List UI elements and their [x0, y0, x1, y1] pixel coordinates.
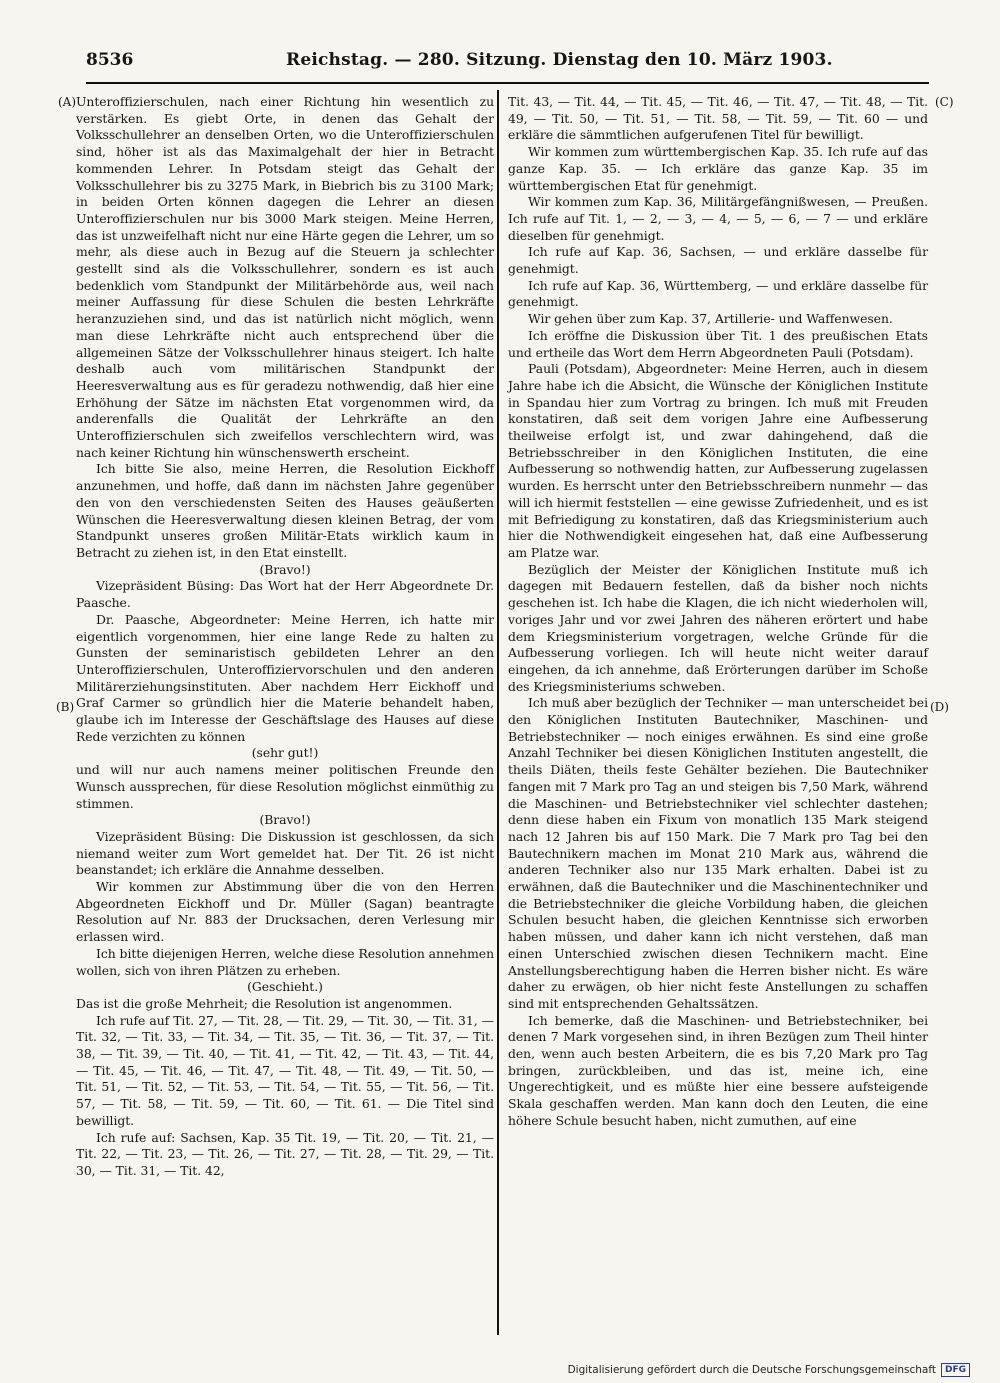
margin-marker-b: (B) — [56, 700, 75, 714]
paragraph: Ich bemerke, daß die Maschinen- und Betriebstechniker, bei denen 7 Mark vorgesehen sind, in ihren Bezügen zum Theil hinter den, wenn auch besten Arbeitern, die es bis 7,20 Mark pro Tag bringen, zurückbleiben, und das ist, meine ich, eine Ungerechtigkeit, und es müßte hier eine bessere aufsteigende Skala geschaffen werden. Man kann doch den Leuten, die eine höhere Schule besucht haben, nicht zumuthen, auf eine — [508, 1012, 928, 1128]
speaker-paragraph: Vizepräsident Büsing: Das Wort hat der Herr Abgeordnete Dr. Paasche. — [76, 578, 494, 611]
paragraph: Wir kommen zum württembergischen Kap. 35. Ich rufe auf das ganze Kap. 35. — Ich erkläre das ganze Kap. 35 im württembergischen Etat für genehmigt. — [508, 144, 928, 193]
paragraph: und will nur auch namens meiner politischen Freunde den Wunsch aussprechen, für diese Resolution möglichst einmüthig zu stimmen. — [76, 762, 494, 811]
footer-text: Digitalisierung gefördert durch die Deutsche Forschungsgemeinschaft — [567, 1364, 936, 1376]
left-column — [76, 94, 494, 1180]
paragraph: Ich rufe auf Kap. 36, Sachsen, — und erkläre dasselbe für genehmigt. — [508, 244, 928, 277]
footer-credit — [568, 1363, 970, 1377]
running-title: Reichstag. — 280. Sitzung. Dienstag den 10. März 1903. — [286, 50, 833, 70]
speaker-paragraph: Dr. Paasche, Abgeordneter: Meine Herren, ich hatte mir eigentlich vorgenommen, hier eine lange Rede zu halten zu Gunsten der seminaristisch gebildeten Lehrer an den Unteroffizierschulen, Unteroffiziervorschulen und den anderen Militärerziehungsinstituten. Aber nachdem Herr Eickhoff und Graf Carmer so gründlich hier die Materie behandelt haben, glaube ich im Interesse der Geschäftslage des Hauses auf diese Rede verzichten zu können — [76, 611, 494, 744]
column-rule — [497, 90, 499, 1335]
margin-marker-a: (A) — [58, 95, 77, 109]
interjection: (Bravo!) — [259, 812, 311, 828]
paragraph: Ich rufe auf Kap. 36, Württemberg, — und erkläre dasselbe für genehmigt. — [508, 277, 928, 310]
margin-marker-c: (C) — [935, 95, 954, 109]
paragraph: Wir kommen zum Kap. 36, Militärgefängnißwesen, — Preußen. Ich rufe auf Tit. 1, — 2, — 3, — 4, — 5, — 6, — 7 — und erkläre dieselben für genehmigt. — [508, 194, 928, 243]
interjection: (sehr gut!) — [251, 745, 319, 761]
paragraph: Wir kommen zur Abstimmung über die von den Herren Abgeordneten Eickhoff und Dr. Müller (Sagan) beantragte Resolution auf Nr. 883 der Drucksachen, deren Verlesung mir erlassen wird. — [76, 879, 494, 945]
margin-marker-d: (D) — [930, 700, 949, 714]
interjection: (Bravo!) — [259, 561, 311, 577]
right-column — [508, 94, 928, 1130]
paragraph: Ich muß aber bezüglich der Techniker — man unterscheidet bei den Königlichen Instituten Bautechniker, Maschinen- und Betriebstechniker — noch einiges erwähnen. Es sind eine große Anzahl Techniker bei diesen Königlichen Instituten angestellt, die theils Diäten, theils feste Gehälter beziehen. Die Bautechniker fangen mit 7 Mark pro Tag an und steigen bis 7,50 Mark, während die Maschinen- und Betriebstechniker viel schlechter dastehen; denn diese haben ein Fixum von monatlich 135 Mark steigend nach 12 Jahren bis auf 150 Mark. Die 7 Mark pro Tag bei den Bautechnikern machen im Monat 210 Mark aus, während die anderen Techniker also nur 135 Mark erhalten. Dabei ist zu erwähnen, daß die Bautechniker und die Maschinentechniker und die Betriebstechniker die gleiche Vorbildung haben, die gleichen Schulen besucht haben, die gleichen Kenntnisse sich erworben haben müssen, und daher kann ich nicht verstehen, daß man einen Unterschied zwischen diesen Technikern macht. Eine Anstellungsberechtigung haben die Herren bisher nicht. Es wäre daher zu erwägen, ob hier nicht feste Anstellungen zu schaffen sind mit entsprechenden Gehaltssätzen. — [508, 695, 928, 1011]
title-list: Ich rufe auf: Sachsen, Kap. 35 Tit. 19, — Tit. 20, — Tit. 21, — Tit. 22, — Tit. 23, — Tit. 26, — Tit. 27, — Tit. 28, — Tit. 29, — Tit. 30, — Tit. 31, — Tit. 42, — [76, 1129, 494, 1178]
paragraph: Ich bitte Sie also, meine Herren, die Resolution Eickhoff anzunehmen, und hoffe, daß dann im nächsten Jahre gegenüber den von den verschiedensten Seiten des Hauses geäußerten Wünschen die Heeresverwaltung diesen kleinen Betrag, der vom Standpunkt unseres großen Militär-Etats wirklich kaum in Betracht zu ziehen ist, in den Etat einstellt. — [76, 461, 494, 560]
paragraph: Ich bitte diejenigen Herren, welche diese Resolution annehmen wollen, sich von ihren Plätzen zu erheben. — [76, 945, 494, 978]
speaker-paragraph: Vizepräsident Büsing: Die Diskussion ist geschlossen, da sich niemand weiter zum Wort gemeldet hat. Der Tit. 26 ist nicht beanstandet; ich erkläre die Annahme desselben. — [76, 828, 494, 878]
paragraph: Unteroffizierschulen, nach einer Richtung hin wesentlich zu verstärken. Es giebt Orte, in denen das Gehalt der Volksschullehrer an denselben Orten, wo die Unteroffizierschulen sind, höher ist als das Maximalgehalt der hier in Betracht kommenden Lehrer. In Potsdam steigt das Gehalt der Volksschullehrer bis zu 3275 Mark, in Biebrich bis zu 3100 Mark; in beiden Orten können dagegen die Lehrer an diesen Unteroffizierschulen nur bis 3000 Mark steigen. Meine Herren, das ist unzweifelhaft nicht nur eine Härte gegen die Lehrer, um so mehr, als diese auch in Bezug auf die Steuern ja schlechter gestellt sind als die Volksschullehrer, sondern es ist auch bedenklich vom Standpunkt der Militärbehörde aus, weil nach meiner Auffassung für diese Schulen die besten Lehrkräfte heranzuziehen sind, und das ist natürlich nicht möglich, wenn man diese Lehrkräfte nicht auch entsprechend über die allgemeinen Sätze der Volksschullehrer hinaus steigert. Ich halte deshalb auch vom militärischen Standpunkt der Heeresverwaltung aus es für geradezu nothwendig, daß hier eine Erhöhung der Sätze im nächsten Etat vorgenommen wird, da anderenfalls die Qualität der Lehrkräfte an den Unteroffizierschulen sich zweifellos verschlechtern wird, was nach keiner Richtung hin wünschenswerth erscheint. — [76, 94, 494, 460]
header-rule — [86, 82, 929, 84]
speaker-paragraph: Pauli (Potsdam), Abgeordneter: Meine Herren, auch in diesem Jahre habe ich die Absicht, die Wünsche der Königlichen Institute in Spandau hier zum Vortrag zu bringen. Ich muß mit Freuden konstatiren, daß seit dem vorigen Jahre eine Aufbesserung theilweise erfolgt ist, und zwar dahingehend, daß die Betriebsschreiber in den Königlichen Instituten, die eine Aufbesserung so nothwendig hatten, zur Aufbesserung zugelassen wurden. Es herrscht unter den Betriebsschreibern nunmehr — das will ich hiermit feststellen — eine gewisse Zufriedenheit, und es ist mit Befriedigung zu konstatiren, daß das Kriegsministerium auch hier die Nothwendigkeit eingesehen hat, daß eine Aufbesserung am Platze war. — [508, 361, 928, 560]
title-list: Tit. 43, — Tit. 44, — Tit. 45, — Tit. 46, — Tit. 47, — Tit. 48, — Tit. 49, — Tit. 50, — Tit. 51, — Tit. 58, — Tit. 59, — Tit. 60 — und erkläre die sämmtlichen aufgerufenen Titel für bewilligt. — [508, 94, 928, 143]
running-header — [86, 50, 929, 76]
title-list: Ich rufe auf Tit. 27, — Tit. 28, — Tit. 29, — Tit. 30, — Tit. 31, — Tit. 32, — Tit. 33, — Tit. 34, — Tit. 35, — Tit. 36, — Tit. 37, — Tit. 38, — Tit. 39, — Tit. 40, — Tit. 41, — Tit. 42, — Tit. 43, — Tit. 44, — Tit. 45, — Tit. 46, — Tit. 47, — Tit. 48, — Tit. 49, — Tit. 50, — Tit. 51, — Tit. 52, — Tit. 53, — Tit. 54, — Tit. 55, — Tit. 56, — Tit. 57, — Tit. 58, — Tit. 59, — Tit. 60, — Tit. 61. — Die Titel sind bewilligt. — [76, 1012, 494, 1128]
dfg-logo: DFG — [941, 1363, 970, 1377]
paragraph: Das ist die große Mehrheit; die Resolution ist angenommen. — [76, 995, 453, 1011]
paragraph: Ich eröffne die Diskussion über Tit. 1 des preußischen Etats und ertheile das Wort dem Herrn Abgeordneten Pauli (Potsdam). — [508, 327, 928, 360]
paragraph: Wir gehen über zum Kap. 37, Artillerie- und Waffenwesen. — [528, 311, 893, 327]
page-number: 8536 — [86, 50, 134, 70]
interjection: (Geschieht.) — [247, 979, 323, 995]
paragraph: Bezüglich der Meister der Königlichen Institute muß ich dagegen mit Bedauern festellen, daß da bisher noch nichts geschehen ist. Ich habe die Klagen, die ich nicht wiederholen will, voriges Jahr und vor zwei Jahren des näheren erörtert und habe dem Kriegsministerium vorgetragen, welche Gründe für die Aufbesserung vorliegen. Ich will heute nicht weiter darauf eingehen, da ich annehme, daß Erörterungen darüber im Schoße des Kriegsministeriums schweben. — [508, 561, 928, 694]
